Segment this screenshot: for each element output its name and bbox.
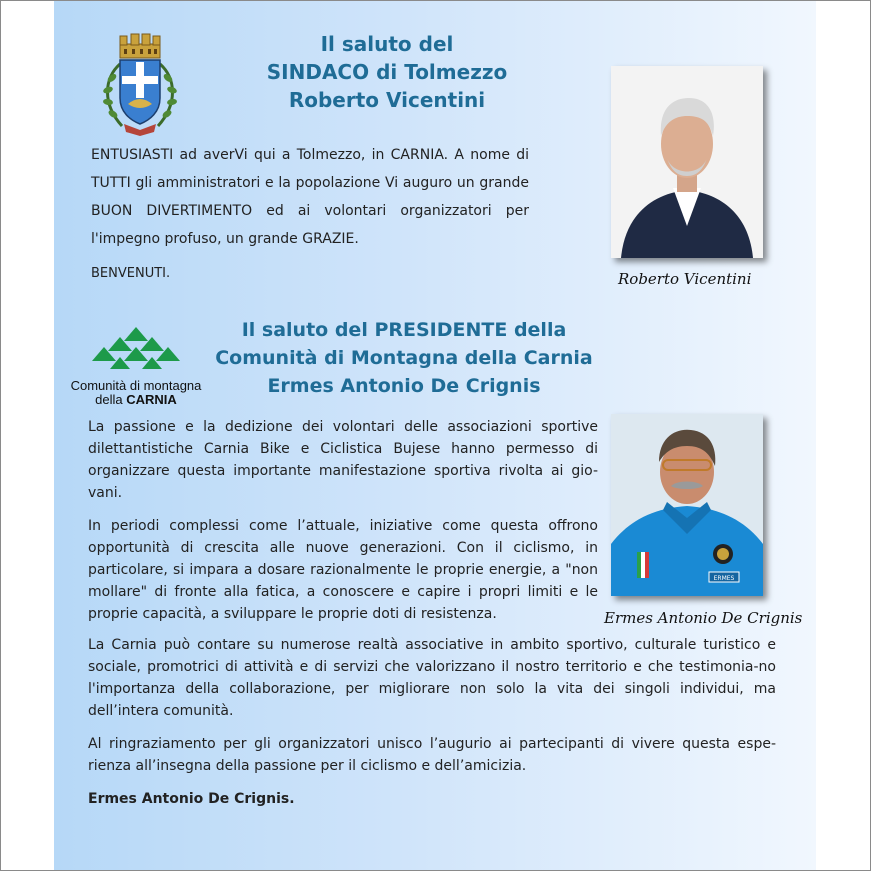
president-paragraph-4: Al ringraziamento per gli organizzatori unisco l’augurio ai partecipanti di vivere questa espe-rienza all’insegna della passione per il ciclismo e dell’amicizia. [88, 736, 776, 774]
mayor-photo [611, 66, 763, 258]
president-title-line-2: Comunità di Montagna della Carnia [215, 347, 593, 369]
president-paragraph-1: La passione e la dedizione dei volontari delle associazioni sportive dilettantistiche Carnia Bike e Ciclistica Bujese hanno permesso di organizzare questa importante manifestazione sportiva rivolta ai gio-vani. [88, 419, 598, 501]
mayor-greeting-text: ENTUSIASTI ad averVi qui a Tolmezzo, in CARNIA. A nome di TUTTI gli amministratori e la popolazione Vi auguro un grande BUON DIVERTIMENTO ed ai volontari organizzatori per l'impegno profuso, un grande GRAZIE. [91, 147, 529, 247]
mayor-portrait-icon [611, 66, 763, 258]
carnia-logo-text-line-1: Comunità di montagna [70, 378, 202, 393]
mayor-title-line-2: SINDACO di Tolmezzo [266, 60, 508, 84]
president-photo-caption: Ermes Antonio De Crignis [604, 609, 803, 627]
jacket-badge-text: ERMES [713, 575, 735, 582]
mayor-closing-text: BENVENUTI. [91, 266, 171, 281]
president-photo [611, 414, 763, 596]
president-greeting-title [174, 316, 634, 400]
mayor-title-line-3: Roberto Vicentini [288, 88, 486, 112]
carnia-logo-text-carnia: CARNIA [126, 392, 177, 407]
carnia-logo-text-della: della [95, 392, 127, 407]
president-signature: Ermes Antonio De Crignis. [88, 791, 295, 807]
president-portrait-icon [611, 414, 763, 596]
mayor-greeting-title [202, 30, 572, 114]
president-paragraph-2: In periodi complessi come l’attuale, iniziative come questa offrono opportunità di crescita alle nuove generazioni. Con il ciclismo, in particolare, si impara a dosare razionalmente le proprie energie, a "non mollare" di fronte alla fatica, a conoscere e capire i propri limiti e le proprie capacità, a sviluppare le proprie doti di resistenza. [88, 518, 598, 622]
mayor-title-line-1: Il saluto del [320, 32, 454, 56]
president-paragraph-3: La Carnia può contare su numerose realtà associative in ambito sportivo, culturale turistico e sociale, promotrici di attività e di servizi che valorizzano il nostro territorio e che testimonia-no l'importanza della collaborazione, per migliorare non solo la vita dei singoli individui, ma dell’intera comunità. [88, 637, 776, 719]
president-title-line-3: Ermes Antonio De Crignis [267, 375, 541, 397]
tolmezzo-coat-of-arms-icon [98, 32, 182, 136]
mayor-photo-caption: Roberto Vicentini [618, 270, 752, 288]
president-title-line-1: Il saluto del PRESIDENTE della [241, 319, 567, 341]
